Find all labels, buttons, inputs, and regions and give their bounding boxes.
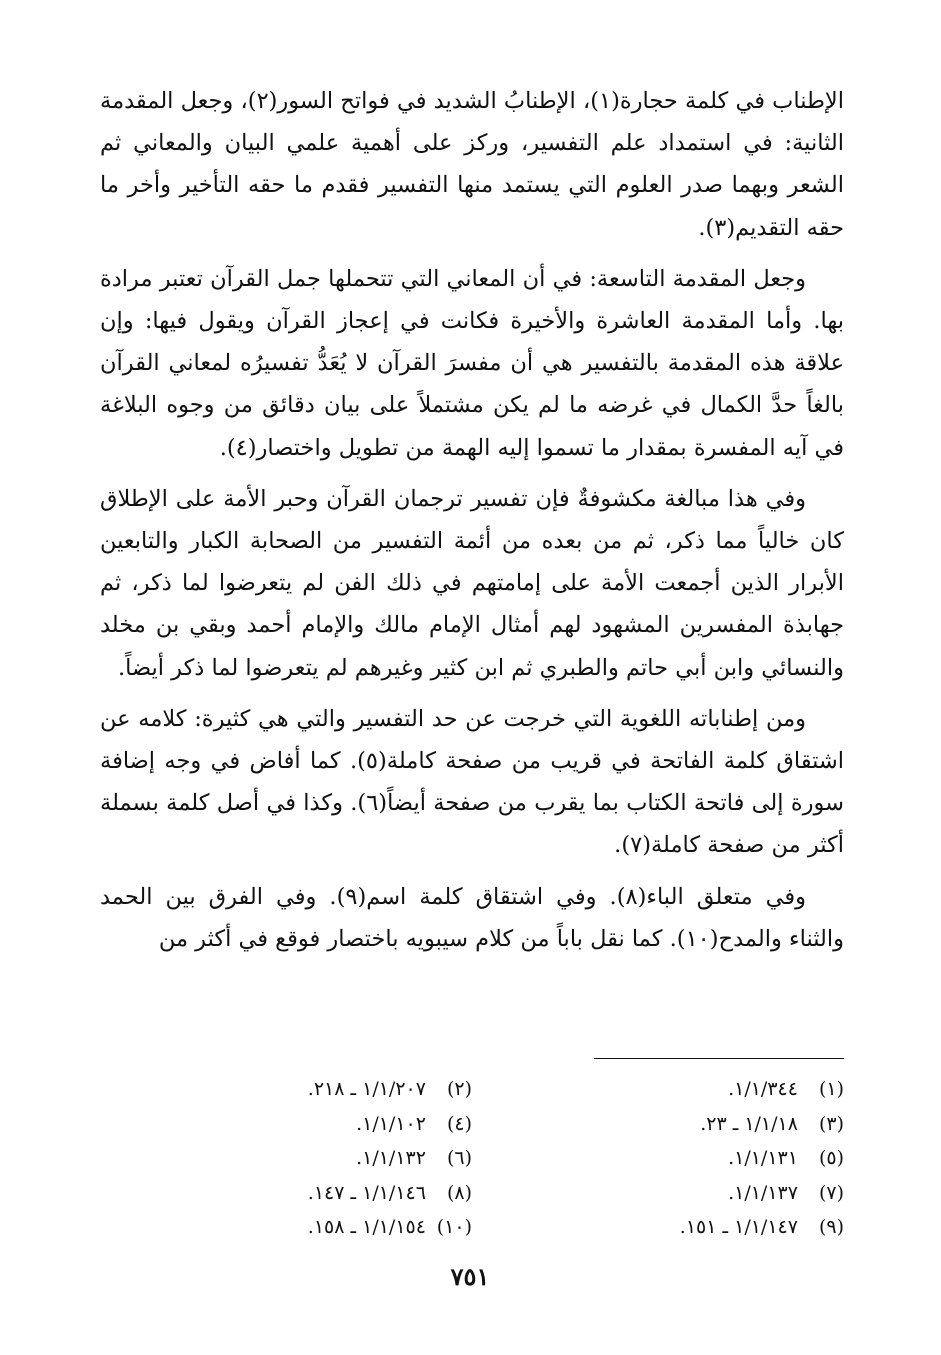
- footnote: [472, 1141, 844, 1176]
- footnote-row: [100, 1176, 844, 1211]
- footnote-text: ١/١/٣٤٤.: [728, 1078, 798, 1100]
- footnote-number: (٧): [818, 1181, 844, 1204]
- paragraph: وفي هذا مبالغة مكشوفةٌ فإن تفسير ترجمان القرآن وحبر الأمة على الإطلاق كان خالياً مما ذكر، ثم من بعده من أئمة التفسير من الصحابة الكبار والتابعين الأبرار الذين أجمعت الأمة على إمامتهم في ذلك الفن لم يتعرضوا لما ذكر، ثم جهابذة المفسرين المشهود لهم أمثال الإمام مالك والإمام أحمد وبقي بن مخلد والنسائي وابن أبي حاتم والطبري ثم ابن كثير وغيرهم لم يتعرضوا لما ذكر أيضاً.: [100, 485, 844, 681]
- footnote-text: ١/١/٢٠٧ ـ ٢١٨.: [307, 1078, 426, 1100]
- footnote-number: (١): [818, 1078, 844, 1100]
- footnote-text: ١/١/١٤٦ ـ ١٤٧.: [307, 1181, 426, 1204]
- footnote-text: ١/١/١٣٧.: [728, 1181, 798, 1204]
- footnote-text: ١/١/١٣٢.: [356, 1147, 426, 1169]
- footnote: [472, 1210, 844, 1245]
- footnote-row: [100, 1107, 844, 1142]
- footnote: [100, 1107, 472, 1142]
- page-number: ٧٥١: [450, 1262, 490, 1291]
- footnote: [100, 1176, 472, 1211]
- footnote-number: (١٠): [436, 1216, 472, 1238]
- footnote-number: (٥): [818, 1147, 844, 1169]
- footnote-row: [100, 1141, 844, 1176]
- footnote: [100, 1141, 472, 1176]
- footnote-number: (٤): [446, 1112, 472, 1135]
- footnote-text: ١/١/١٠٢.: [356, 1112, 426, 1135]
- footnote-number: (٨): [446, 1181, 472, 1204]
- footnote-separator: [594, 1058, 844, 1059]
- footnotes: [100, 1072, 844, 1245]
- footnote-text: ١/١/١٣١.: [728, 1147, 798, 1169]
- footnote-number: (٩): [818, 1216, 844, 1238]
- footnote-row: [100, 1210, 844, 1245]
- paragraph: وجعل المقدمة التاسعة: في أن المعاني التي تتحملها جمل القرآن تعتبر مرادة بها. وأما المقدمة العاشرة والأخيرة فكانت في إعجاز القرآن ويقول فيها: وإن علاقة هذه المقدمة بالتفسير هي أن مفسرَ القرآن لا يُعَدُّ تفسيرُه لمعاني القرآن بالغاً حدَّ الكمال في غرضه ما لم يكن مشتملاً على بيان دقائق من وجوه البلاغة في آيه المفسرة بمقدار ما تسموا إليه الهمة من تطويل واختصار(٤).: [100, 265, 844, 461]
- footnote-row: [100, 1072, 844, 1107]
- paragraph: ومن إطناباته اللغوية التي خرجت عن حد التفسير والتي هي كثيرة: كلامه عن اشتقاق كلمة الفاتحة في قريب من صفحة كاملة(٥). كما أفاض في وجه إضافة سورة إلى فاتحة الكتاب بما يقرب من صفحة أيضاً(٦). وكذا في أصل كلمة بسملة أكثر من صفحة كاملة(٧).: [100, 705, 844, 859]
- footnote-text: ١/١/١٥٤ ـ ١٥٨.: [307, 1216, 426, 1238]
- footnote: [472, 1176, 844, 1211]
- footnote-number: (٣): [818, 1112, 844, 1135]
- footnote: [100, 1210, 472, 1245]
- footnote: [472, 1072, 844, 1107]
- footnote-number: (٦): [446, 1147, 472, 1169]
- paragraph: الإطناب في كلمة حجارة(١)، الإطنابُ الشديد في فواتح السور(٢)، وجعل المقدمة الثانية: في استمداد علم التفسير، وركز على أهمية علمي البيان والمعاني ثم الشعر وبهما صدر العلوم التي يستمد منها التفسير فقدم ما حقه التأخير وأخر ما حقه التقديم(٣).: [100, 88, 845, 241]
- footnote-number: (٢): [446, 1078, 472, 1100]
- footnote-text: ١/١/١٤٧ ـ ١٥١.: [679, 1216, 798, 1238]
- footnote: [100, 1072, 472, 1107]
- footnote: [472, 1107, 844, 1142]
- footnote-text: ١/١/١٨ ـ ٢٣.: [700, 1112, 798, 1135]
- main-text: [100, 80, 844, 969]
- paragraph: وفي متعلق الباء(٨). وفي اشتقاق كلمة اسم(٩). وفي الفرق بين الحمد والثناء والمدح(١٠). كما نقل باباً من كلام سيبويه باختصار فوقع في أكثر من: [100, 883, 844, 952]
